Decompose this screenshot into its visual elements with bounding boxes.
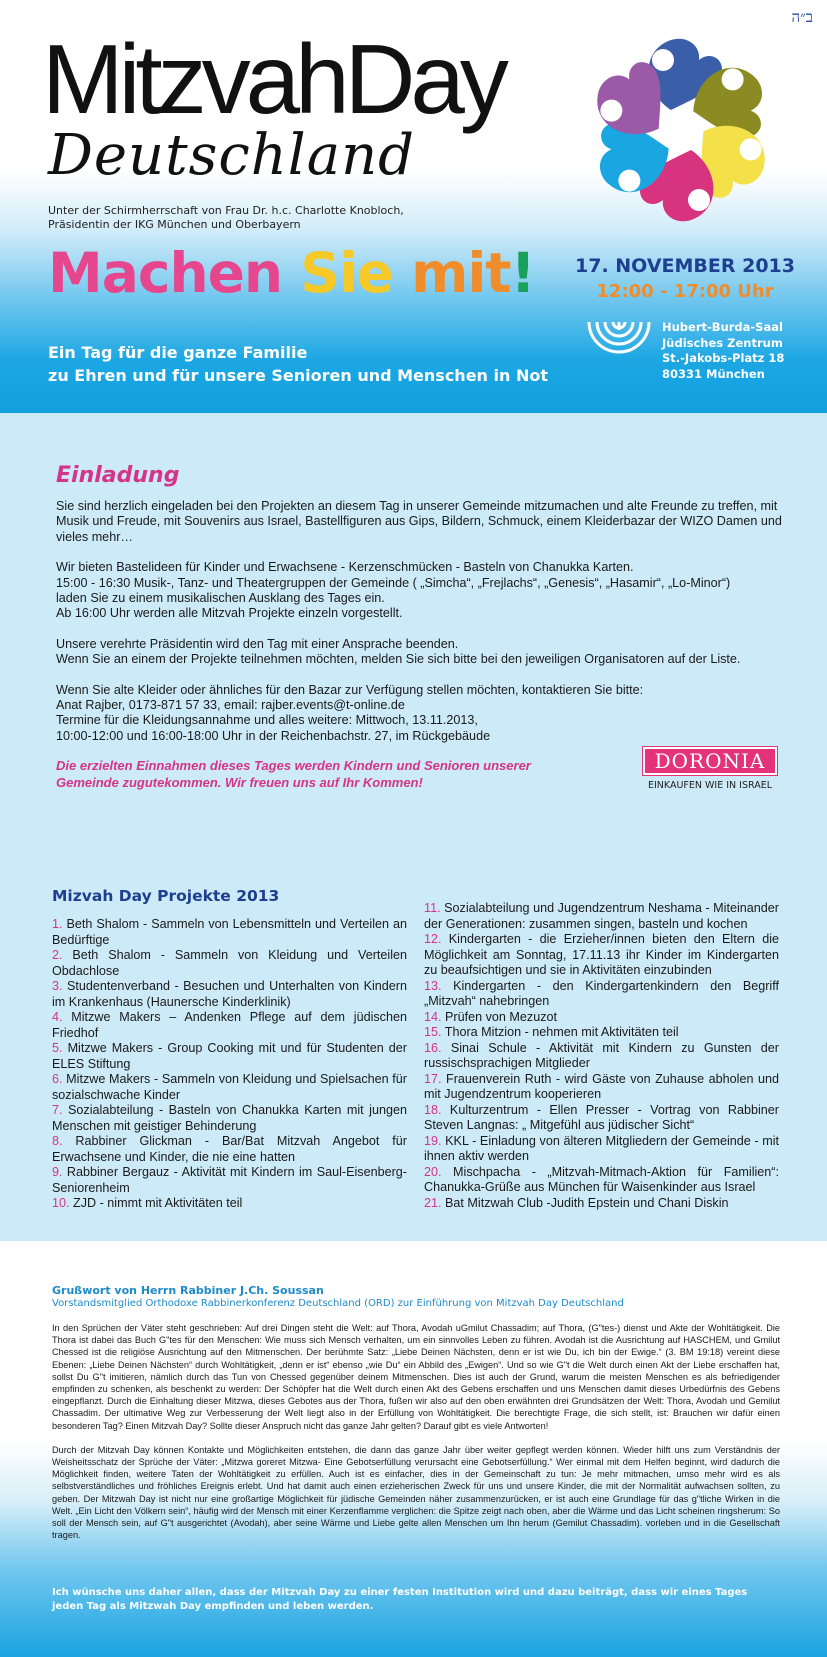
project-item (52, 979, 407, 1010)
invitation-paragraph: Sie sind herzlich eingeladen bei den Projekten an diesem Tag in unserer Gemeinde mitzumachen und alte Freunde zu treffen, mit Musik und Freude, mit Souvenirs aus Israel, Bastellfiguren aus Gips, Bildern, Schmuck, einem Kleiderbazar der WIZO Damen und vieles mehr… (56, 499, 782, 544)
headline-word: Machen (48, 241, 301, 305)
project-number: 10. (52, 1196, 70, 1210)
project-number: 2. (52, 948, 63, 962)
invitation-line: Ab 16:00 Uhr werden alle Mitzvah Projekte einzeln vorgestellt. (56, 606, 403, 621)
invitation-line: Wenn Sie alte Kleider oder ähnliches für den Bazar zur Verfügung stellen möchten, kontaktieren Sie bitte: (56, 682, 644, 697)
project-number: 8. (52, 1134, 63, 1148)
venue-line: St.-Jakobs-Platz 18 (662, 351, 785, 365)
greeting-paragraph: In den Sprüchen der Väter steht geschrieben: Auf drei Dingen steht die Welt: auf Thora, Avodah uGmilut Chassadim; auf Thora, (G"tes-) dienst und Akte der Wohltätigkeit. Die Thora ist dabei das Buch G"tes für den Menschen: Wie muss sich Mensch verhalten, um ein sinnvolles Leben zu führen. Avodah ist die Ausrichtung auf HASCHEM, und Gmilut Chessed ist die religiöse Ausrichtung auf den Mitmenschen. Der berühmte Satz: „Liebe Deinen Nächsten, denn er ist wie Du, ich bin der Ewige.“ (3. BM 19:18) vereint diese Ebenen: „Liebe Deinen Nächsten“ durch Wohltätigkeit, „denn er ist“ ebenso „wie Du“ ein Abbild des „Ewigen“. Und so wie G"t die Welt durch einen Akt der Liebe erschaffen hat, sollst Du G"t imitieren, nämlich durch das Tun von Chessed gegenüber deinem Mitmenschen. Dies ist auch der Grund, warum die meisten Menschen es als befriedigender empfinden zu schenken, als beschenkt zu werden: Der Schöpfer hat die Welt durch einen Akt des Gebens erschaffen und uns Menschen damit dieses Urbedürfnis des Gebens eingepflanzt. Durch die Einhaltung dieser Mitzwa, dieses Gebotes aus der Thora, fußen wir also auf den oben erwähnten drei Grundsätzen der Welt: Thora, Avodah und Gemilut Chassadim. Der ultimative Weg zur Verbesserung der Welt liegt also in der Erfüllung von Wohltätigkeit. Die berechtigte Frage, die sich stellt, ist: Brauchen wir dafür einen besonderen Tag? Einen Mitzvah Day? Sollte dieser Anspruch nicht das ganze Jahr gelten? Darauf gibt es viele Antworten! (52, 1323, 780, 1431)
project-item (52, 1134, 407, 1165)
project-text: KKL - Einladung von älteren Mitgliedern der Gemeinde - mit ihnen aktiv werden (424, 1133, 779, 1163)
project-item (52, 1010, 407, 1041)
project-item (424, 979, 779, 1010)
venue-arch-icon (585, 318, 653, 356)
project-text: Kindergarten - den Kindergartenkindern den Begriff „Mitzvah“ nahebringen (424, 978, 779, 1008)
project-text: Sozialabteilung und Jugendzentrum Neshama - Miteinander der Generationen: zusammen singen, basteln und kochen (424, 901, 779, 931)
project-number: 13. (424, 978, 442, 993)
project-text: Rabbiner Glickman - Bar/Bat Mitzvah Angebot für Erwachsene und Kinder, die nie eine hatten (52, 1134, 407, 1164)
project-number: 1. (52, 917, 63, 931)
projects-column-right (424, 901, 779, 1211)
greeting-body (52, 1322, 780, 1553)
patronage (48, 204, 404, 232)
greeting-closing: Ich wünsche uns daher allen, dass der Mitzvah Day zu einer festen Institution wird und dazu beiträgt, dass wir eines Tages jeden Tag als Mitzwah Day empfinden und leben werden. (52, 1587, 748, 1612)
invitation-paragraph (56, 683, 801, 745)
project-text: Bat Mitzwah Club -Judith Epstein und Chani Diskin (441, 1195, 729, 1210)
project-item (52, 1041, 407, 1072)
project-item (424, 1134, 779, 1165)
project-text: Mitzwe Makers – Andenken Pflege auf dem jüdischen Friedhof (52, 1010, 407, 1040)
project-item (424, 1196, 779, 1212)
project-item (424, 1072, 779, 1103)
sponsor-logo: DORONIA (643, 747, 777, 775)
project-item (52, 1072, 407, 1103)
logo-subtitle: Deutschland (48, 123, 415, 188)
project-item (424, 901, 779, 932)
tagline-line: zu Ehren und für unsere Senioren und Menschen in Not (48, 366, 548, 385)
invitation-paragraph (56, 560, 801, 622)
invitation-line: 10:00-12:00 und 16:00-18:00 Uhr in der Reichenbachstr. 27, im Rückgebäude (56, 728, 491, 743)
project-number: 15. (424, 1025, 442, 1039)
projects-column-left (52, 917, 407, 1212)
patronage-line: Präsidentin der IKG München und Oberbayern (48, 218, 301, 231)
project-number: 18. (424, 1102, 442, 1117)
invitation-line: Anat Rajber, 0173-871 57 33, email: rajber.events@t-online.de (56, 698, 405, 713)
project-number: 12. (424, 932, 442, 946)
project-item (424, 1041, 779, 1072)
project-text: Rabbiner Bergauz - Aktivität mit Kindern im Saul-Eisenberg-Seniorenheim (52, 1165, 407, 1195)
projects-title: Mizvah Day Projekte 2013 (52, 887, 280, 905)
project-item (52, 1196, 407, 1212)
headline-word: ! (510, 241, 535, 305)
project-text: Prüfen von Mezuzot (441, 1009, 558, 1024)
invitation-title: Einladung (56, 463, 180, 488)
flower-logo-icon (570, 30, 792, 230)
greeting-paragraph: Durch der Mitzvah Day können Kontakte und Möglichkeiten entstehen, die dann das ganze Jahr über weiter gepflegt werden können. Wieder hilft uns zum Verständnis der Weisheitsschatz der Sprüche der Väter: „Mitzwa goreret Mitzwa- Eine Gebotserfüllung verursacht eine Gebotserfüllung.“ Wer einmal mit dem Helfen beginnt, wird dadurch die Möglichkeit finden, weitere Taten der Wohltätigkeit zu erfüllen. Auch ist es einfacher, dies in der Gemeinschaft zu tun: Je mehr mitmachen, umso mehr wird es als selbstverständliches und fröhliches Ereignis erlebt. Und hat damit auch einen erzieherischen Zweck für uns und unsere Kinder, die mit der Normalität aufwachsen sollten, zu geben. Der Mitzwah Day ist nicht nur eine großartige Möglichkeit für jüdische Gemeinden näher zusammenzurücken, er ist auch eine Grundlage für das g"tliche Wirken in die Welt. „Ein Licht den Völkern sein“, häufig wird der Mensch mit einer Kerzenflamme verglichen: die Spitze zeigt nach oben, aber die Wärme und das Licht scheinen ringsherum: So soll der Mensch sein, auf G"t ausgerichtet (Avodah), aber seine Wärme und Liebe gelte allen Menschen um Ihn herum (Gemilut Chassadim). vorleben und in die Gesellschaft tragen. (52, 1444, 780, 1541)
project-text: Beth Shalom - Sammeln von Kleidung und Verteilen Obdachlose (52, 948, 407, 978)
project-text: Studentenverband - Besuchen und Unterhalten von Kindern im Krankenhaus (Haunersche Kinderklinik) (52, 979, 407, 1009)
project-number: 21. (424, 1195, 442, 1210)
project-text: Kulturzentrum - Ellen Presser - Vortrag von Rabbiner Steven Langnas: „ Mitgefühl aus jüdischer Sicht“ (424, 1102, 779, 1132)
project-item (424, 932, 779, 979)
project-number: 7. (52, 1103, 63, 1117)
project-number: 4. (52, 1010, 63, 1024)
venue-line: Jüdisches Zentrum (662, 335, 783, 350)
project-text: Beth Shalom - Sammeln von Lebensmitteln und Verteilen an Bedürftige (52, 917, 407, 947)
headline-word: mit (411, 241, 511, 305)
project-item (424, 1025, 779, 1041)
project-number: 11. (424, 901, 441, 915)
event-time: 12:00 - 17:00 Uhr (596, 281, 774, 302)
invitation-body (56, 499, 801, 759)
project-number: 6. (52, 1072, 63, 1086)
project-item (424, 1010, 779, 1026)
headline (48, 241, 535, 305)
project-text: Mitzwe Makers - Group Cooking mit und für Studenten der ELES Stiftung (52, 1041, 407, 1071)
project-number: 3. (52, 979, 63, 993)
project-number: 14. (424, 1009, 442, 1024)
headline-word: Sie (300, 241, 412, 305)
project-item (424, 1103, 779, 1134)
invitation-line: laden Sie zu einem musikalischen Ausklang des Tages ein. (56, 591, 385, 606)
project-item (52, 1103, 407, 1134)
tagline-line: Ein Tag für die ganze Familie (48, 343, 308, 362)
project-number: 5. (52, 1041, 63, 1055)
logo-title: MitzvahDay (42, 24, 504, 134)
venue-line: 80331 München (662, 366, 765, 381)
invitation-line: Termine für die Kleidungsannahme und alles weitere: Mittwoch, 13.11.2013, (56, 713, 478, 728)
project-text: Sozialabteilung - Basteln von Chanukka Karten mit jungen Menschen mit geistiger Behinderung (52, 1103, 407, 1133)
event-date: 17. NOVEMBER 2013 (575, 255, 795, 277)
project-number: 16. (424, 1040, 442, 1055)
project-text: Thora Mitzion - nehmen mit Aktivitäten teil (441, 1025, 679, 1039)
project-number: 20. (424, 1164, 442, 1179)
project-text: Mischpacha - „Mitzvah-Mitmach-Aktion für Familien“: Chanukka-Grüße aus München für Waisenkinder aus Israel (424, 1164, 779, 1194)
project-number: 19. (424, 1133, 442, 1148)
invitation-line: 15:00 - 16:30 Musik-, Tanz- und Theatergruppen der Gemeinde ( „Simcha“, „Frejlachs“, „Genesis“, „Hasamir“, „Lo-Minor“) (56, 575, 731, 590)
venue-line: Hubert-Burda-Saal (662, 320, 783, 334)
greeting-title: Grußwort von Herrn Rabbiner J.Ch. Soussan (52, 1284, 324, 1297)
greeting-subtitle: Vorstandsmitglied Orthodoxe Rabbinerkonferenz Deutschland (ORD) zur Einführung von Mitzvah Day Deutschland (52, 1298, 624, 1309)
project-text: ZJD - nimmt mit Aktivitäten teil (69, 1196, 243, 1210)
invitation-paragraph (56, 637, 801, 668)
tagline (48, 341, 548, 387)
bh-mark: ב״ה (791, 8, 813, 26)
venue-address (662, 320, 784, 382)
project-item (424, 1165, 779, 1196)
project-item (52, 917, 407, 948)
patronage-line: Unter der Schirmherrschaft von Frau Dr. h.c. Charlotte Knobloch, (48, 204, 404, 217)
project-number: 17. (424, 1071, 442, 1086)
invitation-line: Wenn Sie an einem der Projekte teilnehmen möchten, melden Sie sich bitte bei den jeweiligen Organisatoren auf der Liste. (56, 652, 741, 667)
project-text: Kindergarten - die Erzieher/innen bieten den Eltern die Möglichkeit am Sonntag, 17.11.13 ihr Kinder im Kindergarten zu beaufsichtigen und sie in Aktivitäten einzubinden (424, 932, 779, 977)
proceeds-note: Die erzielten Einnahmen dieses Tages werden Kindern und Senioren unserer Gemeinde zugutekommen. Wir freuen uns auf Ihr Kommen! (56, 758, 531, 790)
project-text: Mitzwe Makers - Sammeln von Kleidung und Spielsachen für sozialschwache Kinder (52, 1072, 407, 1102)
project-number: 9. (52, 1165, 63, 1179)
invitation-line: Unsere verehrte Präsidentin wird den Tag mit einer Ansprache beenden. (56, 636, 459, 651)
project-item (52, 948, 407, 979)
project-item (52, 1165, 407, 1196)
sponsor-tagline: EINKAUFEN WIE IN ISRAEL (647, 780, 772, 791)
project-text: Sinai Schule - Aktivität mit Kindern zu Gunsten der russischsprachigen Mitglieder (424, 1040, 779, 1070)
header-banner (0, 0, 827, 413)
project-text: Frauenverein Ruth - wird Gäste von Zuhause abholen und mit Jugendzentrum kooperieren (424, 1071, 779, 1101)
invitation-line: Wir bieten Bastelideen für Kinder und Erwachsene - Kerzenschmücken - Basteln von Chanukka Karten. (56, 560, 634, 575)
